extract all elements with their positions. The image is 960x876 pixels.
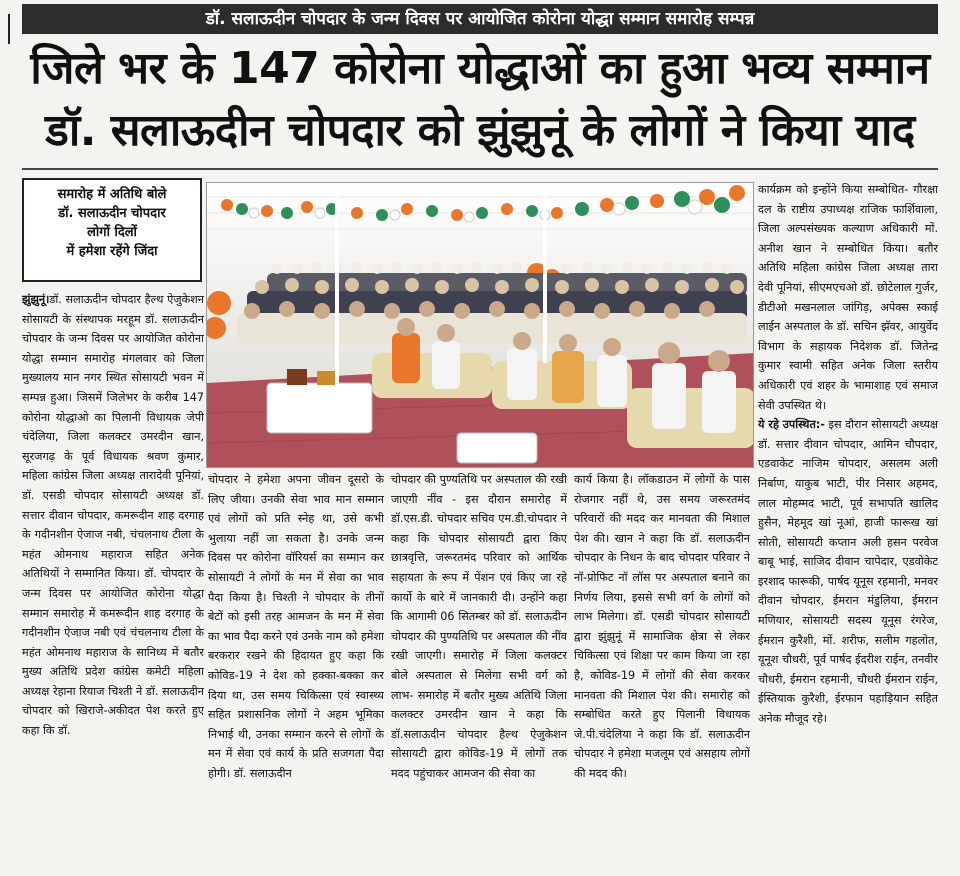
column-3 [391, 470, 567, 870]
kicker-strap: डॉ. सलाऊदीन चोपदार के जन्म दिवस पर आयोजित कोरोना योद्धा सम्मान समारोह सम्पन्न [22, 4, 938, 34]
audience [237, 262, 747, 343]
headline-line-2: डॉ. सलाऊदीन चोपदार को झुंझुनूं के लोगों ने किया याद [45, 105, 915, 156]
pull-quote-line-3: लोगों दिलों [87, 225, 137, 240]
headline-rule [22, 168, 938, 170]
column-5-paragraph-2 [758, 415, 938, 729]
page-edge-mark [0, 14, 10, 44]
column-2-text: चोपदार ने हमेशा अपना जीवन दूसरो के लिए जीया। उनकी सेवा भाव मान सम्मान एवं लोगों को प्रति स्नेह था, उसे कभी भुलाया नहीं जा सकता है। उनके जन्म दिवस पर कोरोना वॉरियर्स का सम्मान कर सोसायटी ने लोगों के मन में सेवा का भाव पैदा किया है। चिश्ती ने चोपदार के तीनों बेटों को इसी तरह आमजन के मन में सेवा का भाव पैदा करने एवं उनके नाम को हमेशा बरकरार रखने की हिदायत हुए कहा कि कोविड-19 ने देश को हक्का-बक्का कर दिया था, उस समय चिकित्सा एवं स्वास्थ्य सहित प्रशासनिक लोगों ने अहम भूमिका निभाई थी, उनका सम्मान करने से लोगों के मन में सेवा एवं कार्य के प्रति सजगता पैदा होगी। डॉ. सलाऊदीन [208, 473, 384, 780]
pull-quote-line-2: डॉ. सलाऊदीन चोपदार [58, 206, 166, 221]
event-photo-illustration [207, 183, 754, 468]
headline-line-1: जिले भर के 147 कोरोना योद्धाओं का हुआ भव्य सम्मान [30, 43, 930, 94]
column-1-paragraph [22, 290, 204, 741]
column-3-text: चोपदार की पुण्यतिथि पर अस्पताल की रखी जाएगी नींव - इस दौरान समारोह में डॉ.एस.डी. चोपदार सचिव एम.डी.चोपदार ने कहा कि चोपदार सोसायटी द्वारा किए छात्रवृत्ति, जरूरतमंद परिवार को आर्थिक सहायता के रूप में पेंशन एवं किए जा रहे कार्यो के बारे में जानकारी दी। उन्होंने कहा कि आगामी 06 सितम्बर को डॉ. सलाऊदीन चोपदार की पुण्यतिथि पर अस्पताल की नींव रखी जाएगी। समारोह में जिला कलक्टर बोले अस्पताल से मिलेगा सभी वर्ग को लाभ- समारोह में बतौर मुख्य अतिथि जिला कलक्टर उमरदीन खान ने कहा कि डॉ.सलाऊदीन चोपदार हैल्थ ऐजुकेशन सोसायटी द्वारा कोविड-19 में लोगों तक मदद पहुंचाकर आमजन की सेवा का [391, 473, 567, 780]
column-1 [22, 290, 204, 870]
sidebar-pull-quote [22, 178, 202, 282]
pull-quote-line-4: में हमेशा रहेंगे जिंदा [66, 244, 158, 259]
dateline: झुंझुनूं। [22, 293, 50, 306]
attendees-text: इस दौरान सोसायटी अध्यक्ष डॉ. सत्तार दीवान चोपदार, आमिन चौपदार, एडवाकेट नाजिम चोपदार, असलम अली निर्बाण, याकुब भाटी, पीर निसार अहमद, लाल मोहम्मद भाटी, पूर्व सभापति खालिद हुसैन, मेहमूद खां नूआं, हाजी फारूख खां सोती, सोसायटी कप्तान अली हसन परवेज बाबू भाई, साजिद दीवान चापेदार, एडवोकेट इरशाद फारूकी, पार्षद यूनूस रहमानी, मनवर दीवान चोपदार, ईमरान मंडुलिया, ईमरान मणियार, सोसायटी सदस्य यूनूस रंगरेज, ईमरान कुरैशी, मों. शरीफ, सलीम गहलोत, यूनूश चौधरी, पूर्व पार्षद ईदरीश राईन, तनवीर चौधरी, ईमरान रहमानी, चौधरी ईमरान राईन, ईस्तियाक कुरैशी, ईरफान पहाड़ियान सहित अनेक मौजूद रहे। [758, 418, 938, 726]
column-4 [574, 470, 750, 870]
column-5-text: कार्यक्रम को इन्होंने किया सम्बोधित- गौरक्षा दल के राष्टीय उपाध्यक्ष राजिक फार्शिवाला, जिला अल्पसंख्यक कल्याण अधिकारी मों. अनीश खान ने सम्बोधित किया। बतौर अतिथि महिला कांग्रेस जिला अध्यक्ष तारा देवी पूनियां, सीएमएचओ डॉ. छोटेलाल गुर्जर, डीटीओ मखनलाल जांगिड़, अपेक्स स्काई लाईन अस्पताल के डॉ. सचिन झॅवर, आयुर्वेद विभाग के सहायक निदेशक डॉ. जितेन्द्र कुमार स्वामी सहित अनेक जिला स्तरीय अधिकारी एवं शहर के भामाशाह एवं समाज सेवी उपस्थित थे। [758, 183, 938, 412]
attendees-subhead: ये रहे उपस्थित:- [758, 418, 825, 432]
column-1-text: डॉ. सलाऊदीन चोपदार हैल्थ ऐजुकेशन सोसायटी के संस्थापक मरहूम डॉ. सलाऊदीन चोपदार के जन्म दिवस पर आयोजित कोरोना योद्धा सम्मान समारोह मंगलवार को जिला मुख्यालय मान नगर स्थित सोसायटी भवन में सम्पन्न हुआ। जिसमें जिलेभर के करीब 147 कोरोना योद्धाओ का पिलानी विधायक जेपी चंदेलिया, जिला कलक्टर उमरदीन खान, सूरजगढ़ के पूर्व विधायक श्रवण कुमार, महिला कांग्रेस जिला अध्यक्ष तारादेवी पूनियां, डॉ. एसडी चोपदार सोसायटी अध्यक्ष डॉ. सत्तार दीवान चोपदार, कमरूदीन शाह दरगाह के गदीनशीन ऐजाज नबी, चंचलनाथ टीला के महंत ओमनाथ महाराज सहित अनेक अतिथियों ने सम्मानित किया। डॉ. चोपदार के जन्म दिवस पर आयोजित कोरोना योद्धा सम्मान समारोह में कमरूदीन शाह दरगाह के गदीनशीन ऐजाज नबी एवं चंचलनाथ टीला के महंत ओमनाथ महाराज के सानिध्य में बतौर मुख्य अतिथि प्रदेश कांग्रेस कमेटी महिला अध्यक्ष रेहाना रियाज चिश्ती ने डॉ. सलाऊदीन चोपदार को खिराजे-अकीदत पेश करते हुए कहा कि डॉ. [22, 293, 204, 738]
column-4-text: कार्य किया है। लॉकडाउन में लोगों के पास रोजगार नहीं थे, उस समय जरूरतमंद परिवारों की मदद कर मानवता की मिशाल पेश की। खान ने कहा कि डॉ. सलाऊदीन चोपदार के निधन के बाद चोपदार परिवार ने नॉ-प्रोफिट नॉ लॉस पर अस्पताल बनाने का निर्णय लिया, इससे सभी वर्ग के लोगों को लाभ मिलेगा। डॉ. एसडी चोपदार सोसायटी द्वारा झुंझुनूं में सामाजिक क्षेत्रा से लेकर चिकित्सा एवं शिक्षा पर काम किया जा रहा है, कोविड-19 में लोगों की सेवा करकर मानवता की मिशाल पेश की। समारोह को सम्बोधित करते हुए पिलानी विधायक जे.पी.चंदेलिया ने कहा कि डॉ. सलाऊदीन चोपदार ने हमेशा मजलूम एवं असहाय लोगों की मदद की। [574, 473, 750, 780]
event-photo [206, 182, 754, 468]
column-5 [758, 180, 938, 870]
pull-quote-line-1: समारोह में अतिथि बोले [57, 187, 167, 202]
column-2 [208, 470, 384, 870]
